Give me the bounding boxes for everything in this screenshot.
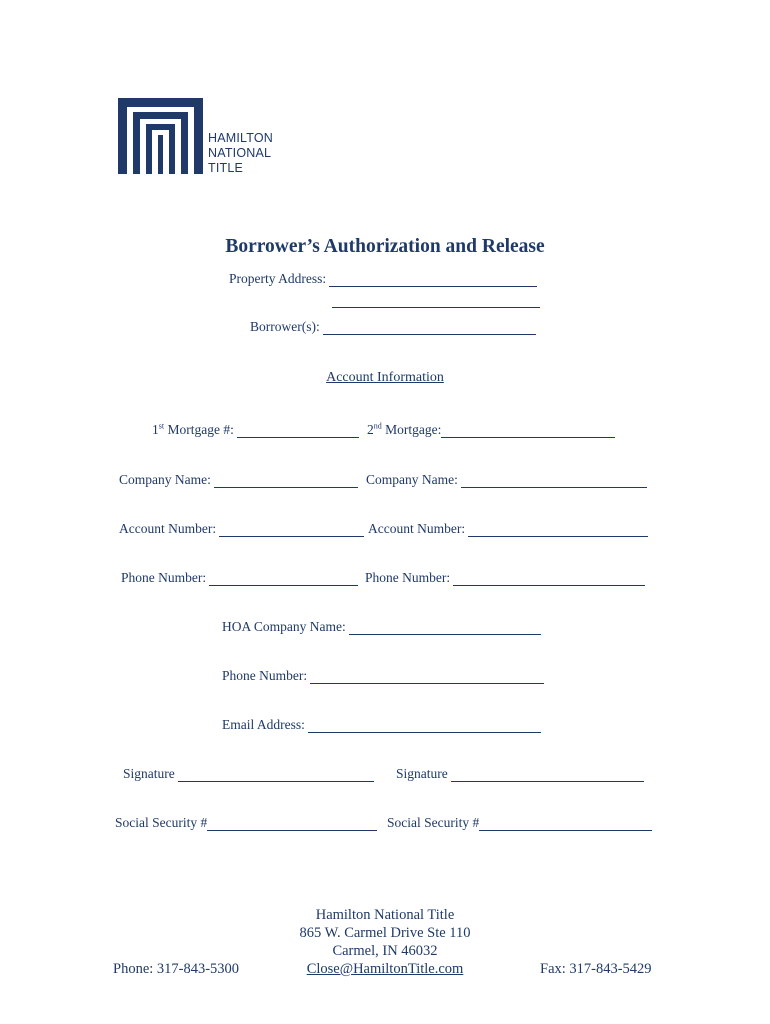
property-address-field[interactable] [229, 271, 537, 287]
phone-number-1-field[interactable] [121, 570, 358, 586]
signature-2-field[interactable] [396, 766, 644, 782]
phone-number-2-line[interactable] [453, 572, 645, 586]
company-name-2-field[interactable] [366, 472, 647, 488]
hoa-company-name-label: HOA Company Name: [222, 619, 346, 634]
footer-phone: Phone: 317-843-5300 [113, 961, 240, 977]
company-name-1-line[interactable] [214, 474, 358, 488]
hoa-phone-number-field[interactable] [222, 668, 544, 684]
first-mortgage-field[interactable] [152, 422, 359, 438]
account-number-1-field[interactable] [119, 521, 364, 537]
email-address-label: Email Address: [222, 717, 305, 732]
signature-1-line[interactable] [178, 768, 374, 782]
company-name-2-label: Company Name: [366, 472, 458, 487]
company-name-1-field[interactable] [119, 472, 358, 488]
borrowers-line[interactable] [323, 321, 536, 335]
signature-2-label: Signature [396, 766, 448, 781]
ssn-1-field[interactable] [115, 815, 378, 831]
logo-mark-icon [118, 98, 203, 174]
phone-number-1-label: Phone Number: [121, 570, 207, 585]
ssn-2-field[interactable] [387, 815, 653, 831]
footer-company: Hamilton National Title [315, 907, 455, 923]
property-address-line-2[interactable] [332, 307, 540, 308]
ssn-2-line[interactable] [479, 817, 652, 831]
ssn-1-label: Social Security # [115, 815, 208, 830]
footer-city: Carmel, IN 46032 [332, 943, 438, 959]
footer-street: 865 W. Carmel Drive Ste 110 [299, 925, 471, 941]
property-address-label: Property Address: [229, 271, 327, 286]
logo-wordmark [208, 131, 273, 176]
footer-fax: Fax: 317-843-5429 [540, 961, 652, 977]
second-mortgage-label: 2nd Mortgage: [367, 421, 442, 437]
account-number-2-field[interactable] [368, 521, 648, 537]
signature-1-field[interactable] [123, 766, 374, 782]
company-name-2-line[interactable] [461, 474, 647, 488]
logo-line-1: HAMILTON [208, 131, 274, 145]
second-mortgage-field[interactable] [367, 422, 616, 438]
company-name-1-label: Company Name: [119, 472, 211, 487]
email-address-line[interactable] [308, 719, 541, 733]
company-logo [118, 98, 203, 174]
logo-line-3: TITLE [208, 161, 244, 175]
email-address-field[interactable] [222, 717, 541, 733]
first-mortgage-label: 1st Mortgage #: [152, 421, 234, 437]
hoa-company-name-line[interactable] [349, 621, 541, 635]
account-number-1-label: Account Number: [119, 521, 217, 536]
phone-number-1-line[interactable] [209, 572, 358, 586]
hoa-company-name-field[interactable] [222, 619, 541, 635]
signature-2-line[interactable] [451, 768, 644, 782]
account-number-1-line[interactable] [219, 523, 364, 537]
ssn-2-label: Social Security # [387, 815, 480, 830]
second-mortgage-line[interactable] [441, 424, 615, 438]
hoa-phone-number-label: Phone Number: [222, 668, 308, 683]
signature-1-label: Signature [123, 766, 175, 781]
account-number-2-line[interactable] [468, 523, 648, 537]
phone-number-2-field[interactable] [365, 570, 645, 586]
borrowers-label: Borrower(s): [250, 319, 320, 334]
logo-line-2: NATIONAL [208, 146, 272, 160]
account-number-2-label: Account Number: [368, 521, 466, 536]
phone-number-2-label: Phone Number: [365, 570, 451, 585]
property-address-line[interactable] [329, 273, 537, 287]
hoa-phone-number-line[interactable] [310, 670, 544, 684]
ssn-1-line[interactable] [207, 817, 377, 831]
first-mortgage-line[interactable] [237, 424, 359, 438]
section-title: Account Information [326, 370, 444, 385]
borrowers-field[interactable] [250, 319, 536, 335]
footer-email-link[interactable]: Close@HamiltonTitle.com [306, 961, 464, 977]
document-title: Borrower’s Authorization and Release [225, 236, 545, 257]
